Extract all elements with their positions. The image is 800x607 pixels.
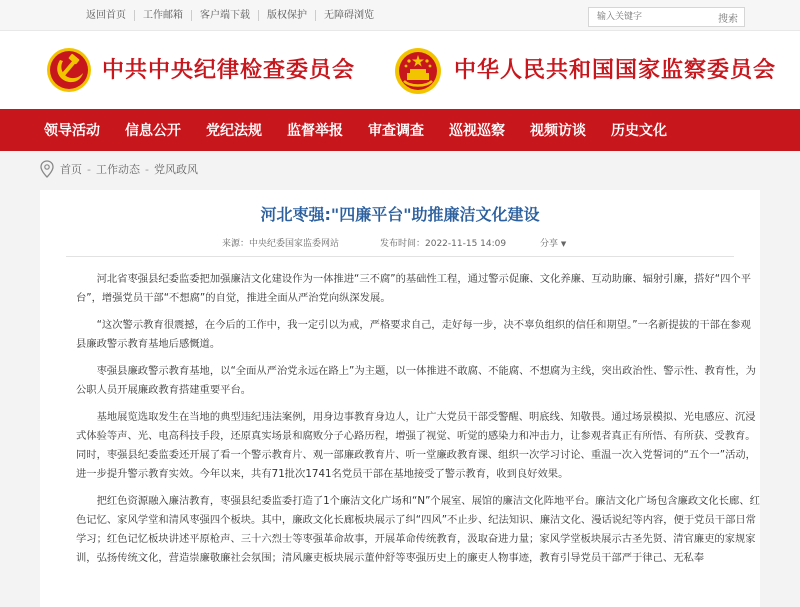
nav-item-video[interactable]: 视频访谈 bbox=[530, 123, 586, 139]
breadcrumb-section[interactable]: 党风政风 bbox=[153, 163, 198, 176]
article-paragraph: 河北省枣强县纪委监委把加强廉洁文化建设作为一体推进“三不腐”的基础性工程，通过警示促廉、文化养廉、互动助廉、辐射引廉，搭好“四个平台”，增强党员干部“不想腐”的自觉，推进全面从严治党向纵深发展。 bbox=[76, 273, 752, 304]
chevron-down-icon: ▼ bbox=[560, 240, 567, 248]
search-box bbox=[588, 7, 745, 27]
share-button[interactable] bbox=[540, 236, 566, 249]
top-link-mail[interactable]: 工作邮箱 bbox=[135, 10, 192, 21]
top-links bbox=[78, 0, 382, 30]
search-button[interactable]: 搜索 bbox=[718, 14, 738, 25]
nsc-title[interactable]: 中华人民共和国国家监察委员会 bbox=[454, 57, 777, 83]
top-bar bbox=[0, 0, 800, 31]
party-emblem-icon[interactable] bbox=[46, 47, 92, 93]
breadcrumb-work[interactable]: 工作动态 bbox=[95, 163, 140, 176]
article-meta bbox=[40, 236, 760, 252]
article-title: 河北枣强:"四廉平台"助推廉洁文化建设 bbox=[260, 205, 540, 224]
nav-item-investigation[interactable]: 审查调查 bbox=[368, 123, 424, 139]
breadcrumb-home[interactable]: 首页 bbox=[60, 163, 82, 176]
article-body bbox=[76, 270, 760, 576]
breadcrumb-separator: - bbox=[144, 162, 149, 176]
national-emblem-icon[interactable] bbox=[394, 47, 442, 95]
nav-item-report[interactable]: 监督举报 bbox=[287, 123, 343, 139]
nav-item-info[interactable]: 信息公开 bbox=[125, 123, 181, 139]
article-paragraph: 枣强县廉政警示教育基地，以“全面从严治党永远在路上”为主题，以一体推进不敢腐、不能腐、不想腐为主线，突出政治性、警示性、教育性，为公职人员开展廉政教育搭建重要平台。 bbox=[76, 365, 756, 396]
ccdi-title[interactable]: 中共中央纪律检查委员会 bbox=[102, 57, 356, 83]
share-label: 分享 bbox=[540, 239, 559, 249]
article-date: 发布时间：2022-11-15 14:09 bbox=[380, 239, 507, 249]
divider bbox=[66, 256, 734, 257]
top-link-accessibility[interactable]: 无障碍浏览 bbox=[324, 9, 374, 21]
search-input[interactable] bbox=[589, 8, 697, 26]
article-paragraph: “这次警示教育很震撼，在今后的工作中，我一定引以为戒，严格要求自己，走好每一步，决不辜负组织的信任和期望。”一名新提拔的干部在参观县廉政警示教育基地后感慨道。 bbox=[76, 319, 751, 350]
nav-item-inspection[interactable]: 巡视巡察 bbox=[449, 123, 505, 139]
article-paragraph: 基地展览选取发生在当地的典型违纪违法案例，用身边事教育身边人，让广大党员干部受警醒、明底线、知敬畏。通过场景模拟、光电感应、沉浸式体验等声、光、电高科技手段，还原真实场景和腐败分子心路历程，增强了视觉、听觉的感染力和冲击力，让参观者真正有所悟、有所获、受教育。同时，枣强县纪委监委还开展了看一个警示教育片、观一部廉政教育片、听一堂廉政教育课、组织一次学习讨论、重温一次入党誓词的“五个一”活动，进一步提升警示教育实效。今年以来，共有71批次1741名党员干部在基地接受了警示教育，收到良好效果。 bbox=[76, 411, 756, 480]
main-nav bbox=[0, 109, 800, 151]
location-pin-icon bbox=[40, 160, 54, 178]
top-link-copyright[interactable]: 版权保护 bbox=[259, 10, 316, 21]
breadcrumb-separator: - bbox=[87, 162, 91, 176]
breadcrumb bbox=[40, 158, 198, 180]
top-link-client[interactable]: 客户端下载 bbox=[192, 10, 259, 21]
site-banner bbox=[0, 31, 800, 109]
nav-item-history[interactable]: 历史文化 bbox=[611, 123, 667, 139]
article-source: 来源：中央纪委国家监委网站 bbox=[222, 239, 340, 249]
nav-item-leadership[interactable]: 领导活动 bbox=[44, 123, 100, 139]
article-panel bbox=[40, 190, 760, 607]
nav-item-regulations[interactable]: 党纪法规 bbox=[206, 123, 262, 139]
article-paragraph: 把红色资源融入廉洁教育，枣强县纪委监委打造了1个廉洁文化广场和“N”个展室、展馆的廉洁文化阵地平台。廉洁文化广场包含廉政文化长廊、红色记忆、家风学堂和清风枣强四个板块。其中，廉政文化长廊板块展示了纠“四风”不止步、纪法知识、廉洁文化、漫话说纪等内容，便于党员干部日常学习；红色记忆板块讲述平原枪声、三十六烈士等枣强革命故事，开展革命传统教育，汲取奋进力量；家风学堂板块展示古圣先贤、清官廉吏的家规家训，弘扬传统文化，营造崇廉敬廉社会氛围；清风廉吏板块展示董仲舒等枣强历史上的廉吏人物事迹，教育引导党员干部严于律己、无私奉 bbox=[76, 495, 760, 564]
top-link-home[interactable]: 返回首页 bbox=[78, 10, 135, 21]
